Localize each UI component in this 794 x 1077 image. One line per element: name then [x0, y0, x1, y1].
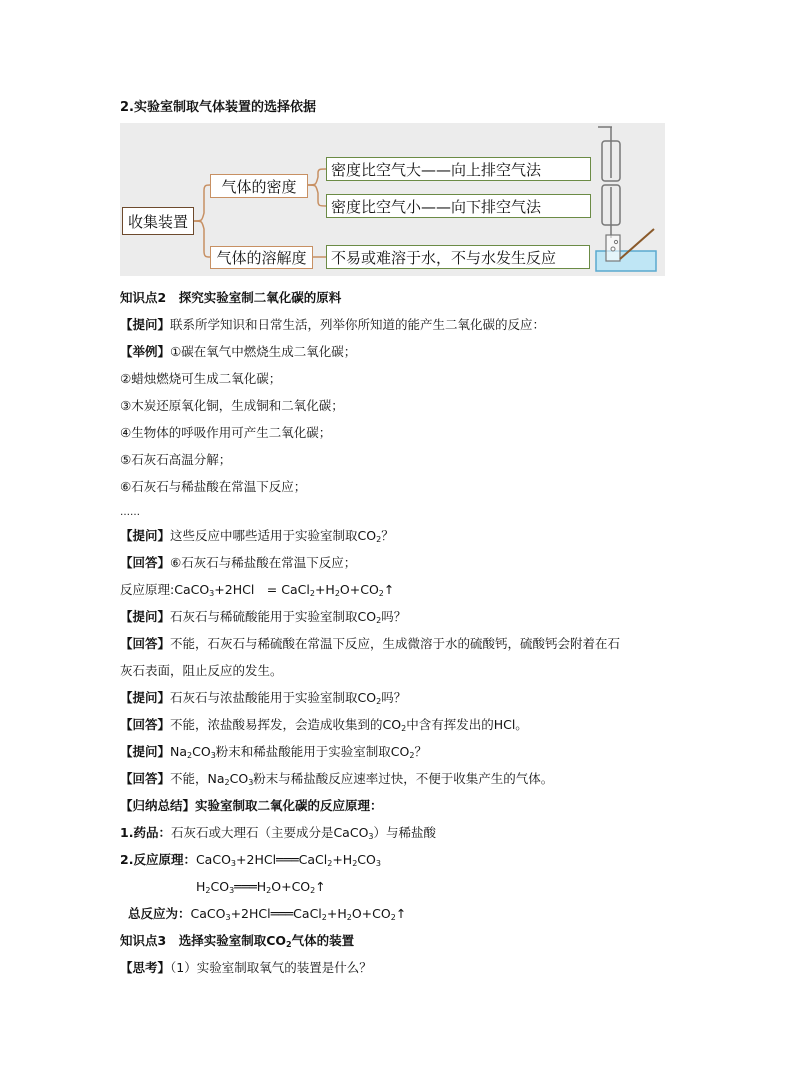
question-4: 【提问】石灰石与浓盐酸能用于实验室制取$CO_2$吗？: [120, 690, 407, 706]
question-3: 【提问】石灰石与稀硫酸能用于实验室制取$CO_2$吗？: [120, 609, 407, 625]
diagram-leaf-upward-air: 密度比空气大——向上排空气法: [326, 157, 591, 181]
collection-device-diagram: [120, 123, 665, 276]
ellipsis: ……: [120, 507, 140, 518]
question-1: 【提问】联系所学知识和日常生活，列举你所知道的能产生二氧化碳的反应：: [120, 317, 546, 332]
question-5: 【提问】$Na_2CO_3$粉末和稀盐酸能用于实验室制取$CO_2$？: [120, 744, 427, 760]
example-6: ⑥石灰石与稀盐酸在常温下反应；: [120, 479, 307, 494]
answer-5: 【回答】不能，$Na_2CO_3$粉末与稀盐酸反应速率过快，不便于收集产生的气体。: [120, 771, 554, 787]
gas-bottle-downward-icon: [602, 185, 620, 238]
example-4: ④生物体的呼吸作用可产生二氧化碳；: [120, 425, 332, 440]
total-reaction-line: 总反应为：$CaCO_3+2HCl═══CaCl_2+H_2O+CO_2↑$: [128, 906, 407, 922]
summary-heading: 【归纳总结】实验室制取二氧化碳的反应原理：: [120, 798, 383, 813]
diagram-leaf-water-displacement: 不易或难溶于水，不与水发生反应: [326, 245, 590, 269]
diagram-branch-solubility: 气体的溶解度: [210, 246, 313, 269]
knowledge-point-3-title: 知识点3 选择实验室制取$CO_2$气体的装置: [120, 933, 355, 949]
knowledge-point-2-title: 知识点2 探究实验室制二氧化碳的原料: [120, 290, 342, 305]
gas-bottle-upward-icon: [598, 127, 620, 181]
example-5: ⑤石灰石高温分解；: [120, 452, 232, 467]
diagram-root-collection-device: 收集装置: [122, 207, 194, 235]
question-2: 【提问】这些反应中哪些适用于实验室制取$CO_2$？: [120, 528, 394, 544]
example-2: ②蜡烛燃烧可生成二氧化碳；: [120, 371, 282, 386]
water-trough-icon: [596, 229, 656, 271]
answer-3-line-1: 【回答】不能，石灰石与稀硫酸在常温下反应，生成微溶于水的硫酸钙，硫酸钙会附着在石: [120, 636, 621, 651]
diagram-leaf-downward-air: 密度比空气小——向下排空气法: [326, 194, 591, 218]
drug-line: 1.药品：石灰石或大理石（主要成分是CaCO$_3$）与稀盐酸: [120, 825, 437, 841]
reaction-line-1: 2.反应原理：$CaCO_3+2HCl═══CaCl_2+H_2CO_3$: [120, 852, 381, 868]
answer-3-line-2: 灰石表面，阻止反应的发生。: [120, 663, 283, 678]
diagram-branch-density: 气体的密度: [210, 174, 308, 198]
example-1: 【举例】①碳在氧气中燃烧生成二氧化碳；: [120, 344, 357, 359]
answer-2: 【回答】⑥石灰石与稀盐酸在常温下反应；: [120, 555, 357, 570]
answer-4: 【回答】不能，浓盐酸易挥发，会造成收集到的$CO_2$中含有挥发出的HCl。: [120, 717, 528, 733]
think-question-1: 【思考】（1）实验室制取氧气的装置是什么？: [120, 960, 372, 975]
section-heading: 2.实验室制取气体装置的选择依据: [120, 100, 316, 115]
example-3: ③木炭还原氧化铜，生成铜和二氧化碳；: [120, 398, 344, 413]
reaction-line-2: $H_2CO_3═══H_2O+CO_2↑$: [196, 879, 326, 895]
reaction-principle-equation: 反应原理:CaCO$_3$+2HCl = $CaCl_2+H_2O+CO_2↑$: [120, 582, 395, 598]
